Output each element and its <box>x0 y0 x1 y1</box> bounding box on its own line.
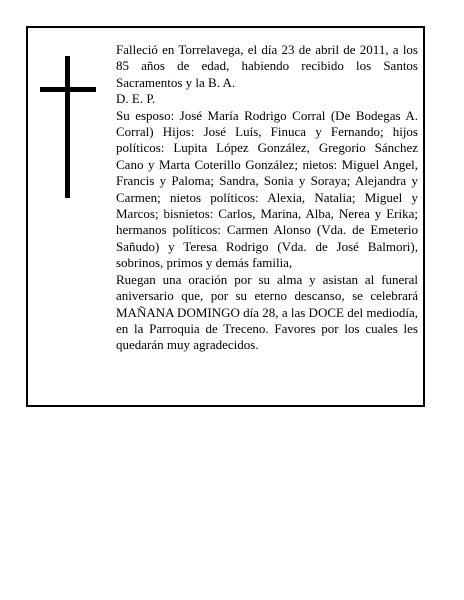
notice-family: Su esposo: José María Rodrigo Corral (De Bodegas A. Corral) Hijos: José Luís, Finuca y Fernando; hijos políticos: Lupita López González, Gregorio Sánchez Cano y Marta Coterillo González; nietos: Miguel Angel, Francis y Paloma; Sandra, Sonia y Soraya; Alejandra y Carmen; nietos políticos: Alexia, Natalia; Miguel y Marcos; bisnietos: Carlos, Marina, Alba, Nerea y Erika; hermanos políticos: Carmen Alonso (Vda. de Emeterio Sañudo) y Teresa Rodrigo (Vda. de José Balmori), sobrinos, primos y demás familia, <box>116 107 418 271</box>
cross-horizontal-bar <box>40 87 96 92</box>
cross-icon <box>40 56 96 198</box>
cross-vertical-bar <box>65 56 70 198</box>
notice-body <box>116 42 418 354</box>
obituary-notice <box>26 26 425 407</box>
notice-closing: Ruegan una oración por su alma y asistan al funeral aniversario que, por su eterno descanso, se celebrará MAÑANA DOMINGO día 28, a las DOCE del mediodía, en la Parroquia de Treceno. Favores por los cuales les quedarán muy agradecidos. <box>116 271 418 353</box>
notice-intro: Falleció en Torrelavega, el día 23 de abril de 2011, a los 85 años de edad, habiendo recibido los Santos Sacramentos y la B. A. <box>116 42 418 90</box>
notice-rip: D. E. P. <box>116 91 156 107</box>
